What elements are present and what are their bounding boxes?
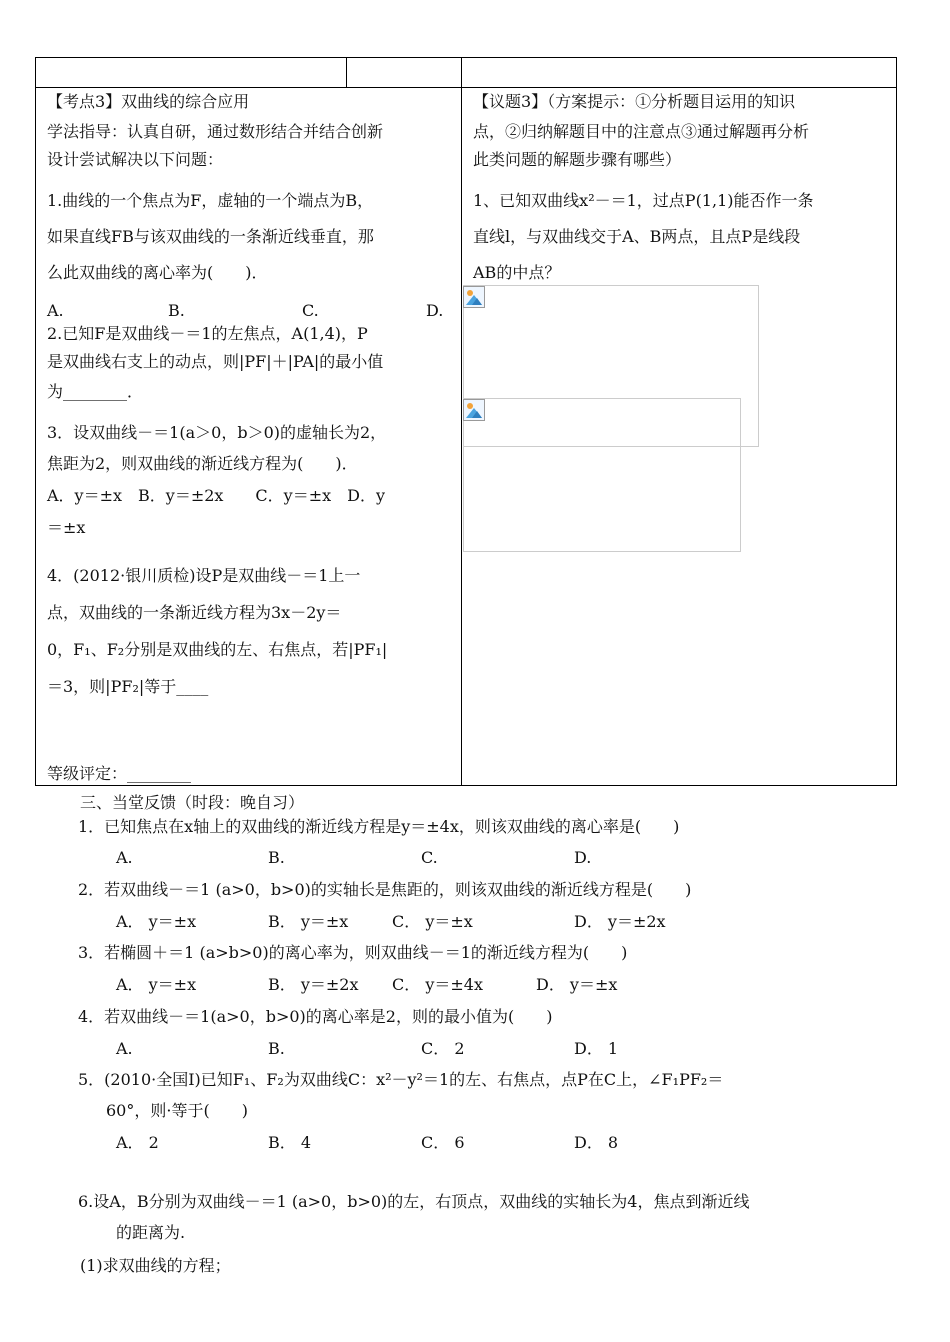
right-q1-line-3: AB的中点？: [473, 263, 561, 282]
right-heading-line-2: 点，②归纳解题目中的注意点③通过解题再分析: [473, 122, 810, 141]
fb-q3-opt-b: B． y＝±2x: [268, 975, 359, 994]
fb-q4-opt-b: B.: [268, 1039, 285, 1058]
right-heading-line-3: 此类问题的解题步骤有哪些）: [473, 150, 682, 169]
table-bottom-border: [35, 785, 897, 786]
right-q1-line-2: 直线l，与双曲线交于A、B两点，且点P是线段: [473, 227, 801, 246]
fb-q2-opt-c: C． y＝±x: [392, 912, 473, 931]
fb-q3-opt-a: A． y＝±x: [116, 975, 197, 994]
fb-q5-opt-b: B． 4: [268, 1133, 312, 1152]
fb-q3-opt-d: D． y＝±x: [536, 975, 618, 994]
q3-line-4: ＝±x: [47, 518, 86, 537]
q1-line-1: 1.曲线的一个焦点为F，虚轴的一个端点为B，: [47, 191, 374, 210]
q3-line-2: 焦距为2，则双曲线的渐近线方程为( )．: [47, 454, 358, 473]
feedback-title: 三、当堂反馈（时段：晚自习）: [80, 793, 305, 812]
fb-q5-opt-d: D． 8: [574, 1133, 619, 1152]
q1-option-d: D.: [426, 301, 444, 320]
broken-image-icon: [463, 286, 485, 308]
fb-q6-line-1: 6.设A，B分别为双曲线－＝1 (a>0，b>0)的左，右顶点，双曲线的实轴长为4，焦点到渐近线: [78, 1192, 750, 1211]
fb-q2: 2．若双曲线－＝1 (a>0，b>0)的实轴长是焦距的，则该双曲线的渐近线方程是( ): [78, 880, 692, 899]
fb-q2-opt-d: D． y＝±2x: [574, 912, 666, 931]
fb-q4-opt-a: A.: [116, 1039, 133, 1058]
q1-option-c: C.: [302, 301, 319, 320]
q1-line-3: 么此双曲线的离心率为( )．: [47, 263, 268, 282]
q3-line-1: 3．设双曲线－＝1(a＞0，b＞0)的虚轴长为2，: [47, 423, 387, 442]
q2-line-2: 是双曲线右支上的动点，则|PF|＋|PA|的最小值: [47, 352, 384, 371]
fb-q1-opt-c: C.: [421, 848, 438, 867]
fb-q6-part-1: (1)求双曲线的方程；: [80, 1256, 231, 1275]
left-heading: 【考点3】双曲线的综合应用: [47, 92, 250, 111]
fb-q1-opt-b: B.: [268, 848, 285, 867]
q3-line-3: A．y＝±x B．y＝±2x C．y＝±x D．y: [47, 486, 386, 505]
broken-image-icon: [463, 399, 485, 421]
q2-line-1: 2.已知F是双曲线－＝1的左焦点，A(1,4)，P: [47, 324, 368, 343]
fb-q2-opt-b: B． y＝±x: [268, 912, 349, 931]
table-right-border: [896, 57, 897, 786]
q4-line-3: 0，F₁、F₂分别是双曲线的左、右焦点，若|PF₁|: [47, 640, 388, 659]
q4-line-1: 4．(2012·银川质检)设P是双曲线－＝1上一: [47, 566, 361, 585]
q1-line-2: 如果直线FB与该双曲线的一条渐近线垂直，那: [47, 227, 374, 246]
q1-option-b: B.: [168, 301, 185, 320]
table-left-border: [35, 57, 36, 786]
fb-q1-opt-d: D.: [574, 848, 592, 867]
q4-line-4: ＝3，则|PF₂|等于____: [47, 677, 209, 696]
fb-q3: 3．若椭圆＋＝1 (a>b>0)的离心率为，则双曲线－＝1的渐近线方程为( ): [78, 943, 628, 962]
q2-line-3: 为________．: [47, 382, 144, 401]
fb-q5-line-2: 60°，则·等于( ): [106, 1101, 248, 1120]
fb-q2-opt-a: A． y＝±x: [116, 912, 197, 931]
fb-q4: 4．若双曲线－＝1(a>0，b>0)的离心率是2，则的最小值为( ): [78, 1007, 553, 1026]
q4-line-2: 点，双曲线的一条渐近线方程为3x－2y＝: [47, 603, 342, 622]
grade-label: 等级评定：________: [47, 764, 192, 783]
table-row-divider: [35, 87, 897, 88]
fb-q4-opt-d: D． 1: [574, 1039, 619, 1058]
guide-line-2: 设计尝试解决以下问题：: [47, 150, 224, 169]
fb-q1-opt-a: A.: [116, 848, 133, 867]
table-top-border: [35, 57, 897, 58]
fb-q3-opt-c: C． y＝±4x: [392, 975, 483, 994]
right-heading-line-1: 【议题3】（方案提示：①分析题目运用的知识: [473, 92, 796, 111]
q1-option-a: A.: [47, 301, 64, 320]
table-header-sub-divider: [346, 57, 347, 87]
table-middle-border: [461, 57, 462, 786]
image-placeholder-2: [463, 398, 741, 552]
guide-line-1: 学法指导：认真自研，通过数形结合并结合创新: [47, 122, 384, 141]
right-q1-line-1: 1、已知双曲线x²－＝1，过点P(1,1)能否作一条: [473, 191, 814, 210]
fb-q5-opt-a: A． 2: [116, 1133, 159, 1152]
fb-q1: 1．已知焦点在x轴上的双曲线的渐近线方程是y＝±4x，则该双曲线的离心率是( ): [78, 817, 680, 836]
fb-q5-opt-c: C． 6: [421, 1133, 465, 1152]
fb-q4-opt-c: C． 2: [421, 1039, 465, 1058]
fb-q6-line-2: 的距离为.: [116, 1223, 186, 1242]
fb-q5-line-1: 5．(2010·全国Ⅰ)已知F₁、F₂为双曲线C：x²－y²＝1的左、右焦点，点P在C上，∠F₁PF₂＝: [78, 1070, 724, 1089]
